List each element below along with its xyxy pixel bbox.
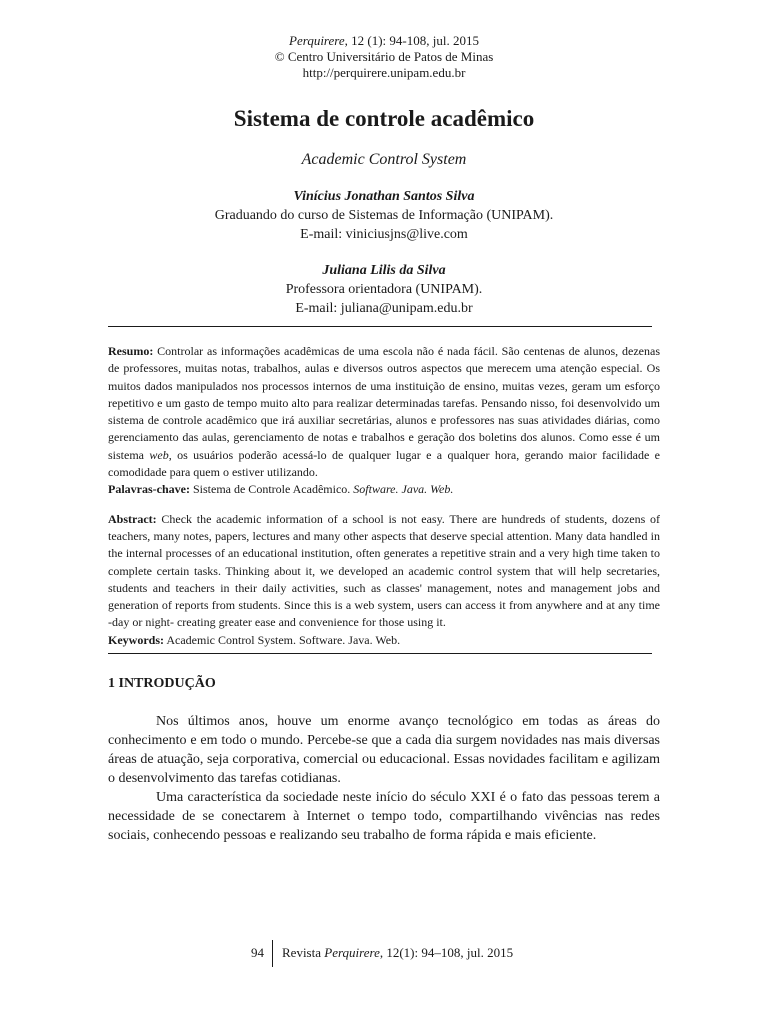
abstract-label: Abstract: [108,511,157,526]
footer-divider [272,940,273,967]
journal-name: Perquirere [289,33,345,48]
footer-ref-journal: Perquirere [324,945,380,960]
author-email: E-mail: juliana@unipam.edu.br [295,301,473,316]
journal-url[interactable]: http://perquirere.unipam.edu.br [302,65,466,80]
article-page [108,0,660,845]
footer-ref-suffix: , 12(1): 94–108, jul. 2015 [379,945,514,960]
footer-reference [282,945,513,961]
keywords [108,632,660,649]
resumo-label: Resumo: [108,344,154,358]
page-number: 94 [251,945,264,960]
palavras-chave-label: Palavras-chave: [108,482,190,497]
author-email: E-mail: viniciusjns@live.com [300,227,468,242]
palavras-chave-em: Software. Java. Web. [353,482,454,497]
body-paragraph-2: Uma característica da sociedade neste início do século XXI é o fato das pessoas terem a necessidade de se conectarem à Internet o tempo todo, compartilhando vivências nas redes sociais, conhecendo pessoas e realizando seu trabalho de forma rápida e mais eficiente. [108,790,660,844]
body-paragraph-1: Nos últimos anos, houve um enorme avanço tecnológico em todas as áreas do conhecimento e em todo o mundo. Percebe-se que a cada dia surgem novidades nas mais diversas áreas de atuação, seja corporativa, comercial ou educacional. Essas novidades facilitam e agilizam o desenvolvimento das tarefas cotidianas. [108,714,660,787]
resumo-text-em: web [149,447,169,462]
resumo-text-a: Controlar as informações acadêmicas de uma escola não é nada fácil. São centenas de alunos, dezenas de professores, muitas notas, trabalhos, aulas e diversos outros aspectos que merecem uma atenção especial. Os muitos dados manipulados nos processos internos de uma instituição de ensino, muitas vezes, geram um esforço repetitivo e um gasto de tempo muito alto para realizar determinadas tarefas. Pensando nisso, foi desenvolvido um sistema de controle acadêmico que irá auxiliar secretárias, alunos e professores nas suas atividades diárias, como gerenciamento das aulas, gerenciamento de notas e trabalhos e geração dos boletins dos alunos. Como esse é um sistema [108,344,660,462]
article-subtitle: Academic Control System [301,151,467,168]
abstract-paragraph [108,511,660,632]
palavras-chave-text: Sistema de Controle Acadêmico. [189,482,354,497]
divider-bottom [108,653,652,654]
author-role: Professora orientadora (UNIPAM). [285,282,483,297]
divider-top [108,326,652,327]
author-name: Vinícius Jonathan Santos Silva [293,189,475,204]
abstract-text: Check the academic information of a school is not easy. There are hundreds of students, dozens of teachers, many notes, papers, lectures and many other aspects that deserve special attention. Many data handled in the internal processes of an educational institution, often generates a repetitive strain and a very high time taken to complete certain tasks. Thinking about it, we developed an academic control system that will help secretaries, students and teachers in their daily activities, such as classes' management, notes and management jobs and generation of reports from students. Since this is a web system, users can access it from anywhere and at any time -day or night- creating greater ease and convenience for those using it. [108,511,660,630]
keywords-text: Academic Control System. Software. Java. Web. [164,632,401,647]
author-name: Juliana Lilis da Silva [322,263,446,278]
author-role: Graduando do curso de Sistemas de Informação (UNIPAM). [214,208,554,223]
resumo-paragraph [108,343,660,481]
section-heading: 1 INTRODUÇÃO [108,676,216,692]
copyright-line: © Centro Universitário de Patos de Minas [274,49,494,64]
keywords-label: Keywords: [108,632,164,647]
author-2 [108,261,660,318]
article-title: Sistema de controle acadêmico [233,106,535,131]
palavras-chave [108,481,660,498]
author-1 [108,187,660,244]
footer-ref-prefix: Revista [282,945,325,960]
citation-line [108,33,660,49]
journal-header [108,33,660,81]
citation-details: , 12 (1): 94-108, jul. 2015 [344,33,479,48]
resumo-text-b: , os usuários poderão acessá-lo de qualquer lugar e a qualquer hora, gerando maior facilidade e comodidade para quem o estiver utilizando. [108,447,660,480]
